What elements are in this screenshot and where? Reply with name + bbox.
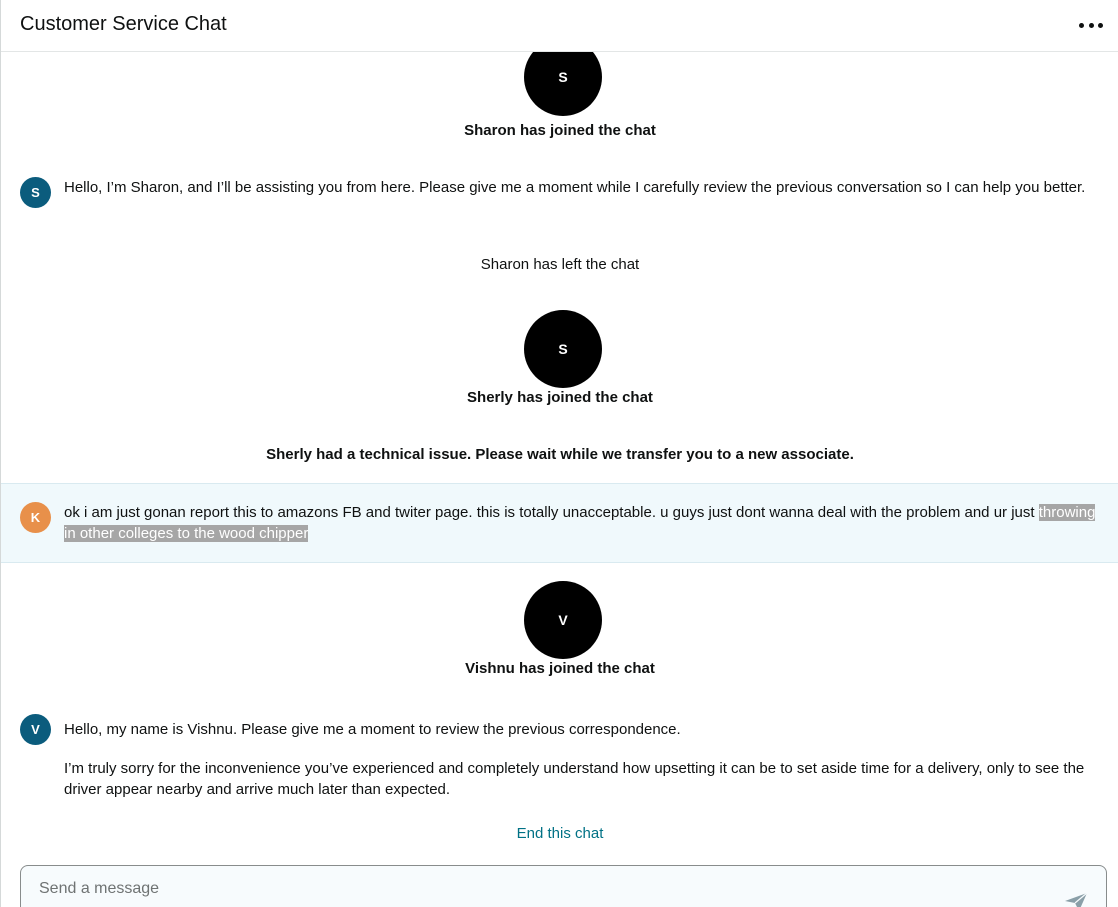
agent-avatar: S [20,177,51,208]
system-message-joined: Sherly has joined the chat [467,389,653,406]
agent-avatar-large: S [524,52,602,116]
system-message-left: Sharon has left the chat [480,256,640,273]
customer-avatar: K [20,502,51,533]
chat-header [1,0,1118,52]
chat-title: Customer Service Chat [20,13,227,35]
chat-transcript[interactable] [1,52,1118,862]
agent-avatar-large: V [524,581,602,659]
message-input[interactable] [39,878,1019,900]
system-message-joined: Sharon has joined the chat [464,122,656,139]
system-message-joined: Vishnu has joined the chat [465,660,655,677]
agent-message-line: Hello, my name is Vishnu. Please give me a moment to review the previous correspondence. [64,721,681,738]
end-chat-link[interactable]: End this chat [516,825,604,842]
more-options-icon[interactable] [1077,14,1105,36]
agent-avatar: V [20,714,51,745]
system-message-transfer: Sherly had a technical issue. Please wait while we transfer you to a new associate. [266,446,854,463]
send-icon[interactable] [1064,892,1088,907]
agent-message: Hello, I’m Sharon, and I’ll be assisting you from here. Please give me a moment while I carefully review the previous conversation so I can help you better. [64,179,1086,196]
more-dot [1079,23,1084,28]
agent-avatar-large: S [524,310,602,388]
message-composer [20,865,1107,907]
more-dot [1098,23,1103,28]
customer-message-text: ok i am just gonan report this to amazons FB and twiter page. this is totally unacceptable. u guys just dont wanna deal with the problem and ur just [64,504,1039,521]
more-dot [1089,23,1094,28]
selected-text-highlight: throwing in other colleges to the wood chipper [64,504,1096,542]
agent-message-line: I’m truly sorry for the inconvenience you’ve experienced and completely understand how upsetting it can be to set aside time for a delivery, only to see the driver appear nearby and arrive much later than expected. [64,760,1085,798]
customer-message [64,502,1109,544]
